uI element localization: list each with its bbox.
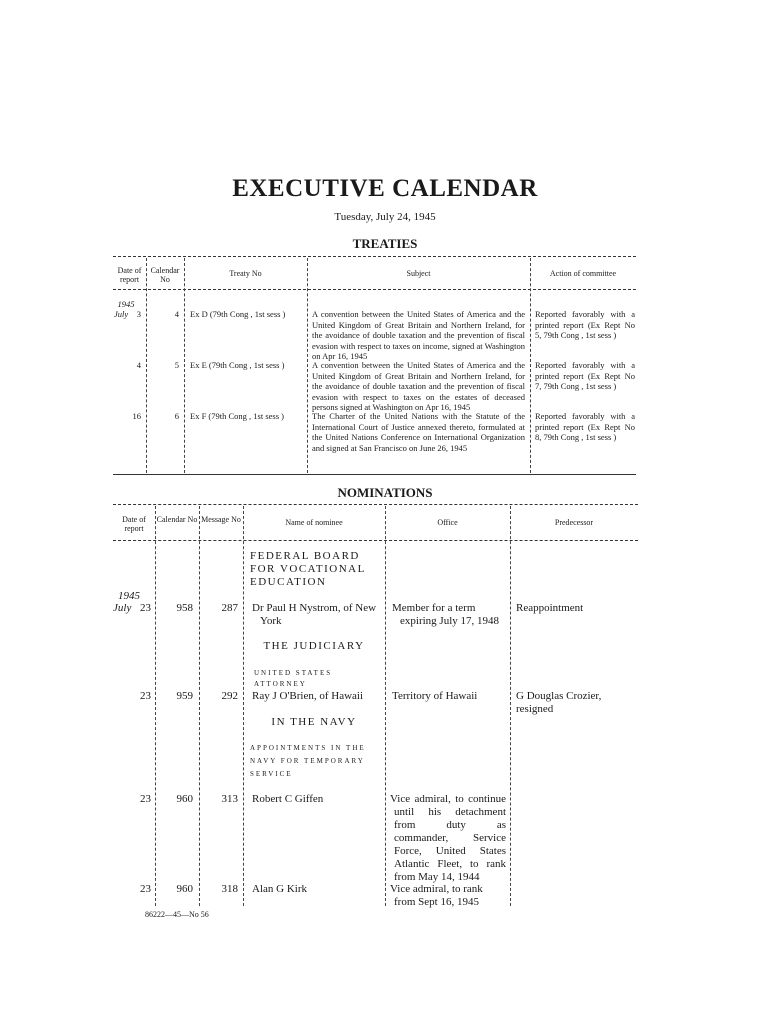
nomination-date-day: 23 xyxy=(140,793,151,805)
treaties-header-rule xyxy=(113,289,636,290)
nominee-office: Member for a term expiring July 17, 1948 xyxy=(392,602,499,627)
nomination-calendar-no: 960 xyxy=(176,883,193,895)
treaty-subject: A convention between the United States of America and the United Kingdom of Great Britain and Northern Ireland, for the avoidance of double taxation and the prevention of fiscal evasion with respect to taxes on the estates of deceased persons signed at Washington on Apr 16, 1945 xyxy=(312,360,525,412)
agency-heading: THE JUDICIARY xyxy=(263,640,365,652)
nominations-heading: NOMINATIONS xyxy=(337,485,433,500)
treaties-header-treaty: Treaty No xyxy=(229,269,262,278)
treaty-date-day: 4 xyxy=(136,360,141,370)
nominations-col-divider xyxy=(199,506,200,906)
treaty-action: Reported favorably with a printed report (Ex Rept No 7, 79th Cong , 1st sess ) xyxy=(535,360,635,391)
nomination-calendar-no: 960 xyxy=(176,793,193,805)
treaties-col-divider xyxy=(530,258,531,473)
treaties-header-calendar: Calendar No xyxy=(150,266,180,284)
treaties-bottom-rule xyxy=(113,474,636,475)
treaties-year: 1945 xyxy=(117,299,135,309)
nominations-col-divider xyxy=(155,506,156,906)
nomination-message-no: 292 xyxy=(221,690,238,702)
nominations-header-message: Message No xyxy=(201,515,241,524)
treaties-col-divider xyxy=(307,258,308,473)
nominations-header-rule xyxy=(113,540,638,541)
treaty-number: Ex E (79th Cong , 1st sess ) xyxy=(190,360,285,370)
nomination-date-day: 23 xyxy=(140,602,151,614)
treaty-calendar-no: 4 xyxy=(174,309,179,319)
nominations-col-divider xyxy=(385,506,386,906)
nominee-name: Ray J O'Brien, of Hawaii xyxy=(252,690,364,702)
nomination-date-day: 23 xyxy=(140,690,151,702)
nomination-date-day: 23 xyxy=(140,883,151,895)
nominee-office: Vice admiral, to continue until his detachment from duty as commander, Service Force, United States Atlantic Fleet, to rank from May 14, 1944 xyxy=(390,793,506,883)
nominations-top-rule xyxy=(113,504,638,505)
treaty-number: Ex D (79th Cong , 1st sess ) xyxy=(190,309,286,319)
treaty-calendar-no: 5 xyxy=(174,360,179,370)
treaties-header-subject: Subject xyxy=(406,269,431,278)
nomination-calendar-no: 958 xyxy=(176,602,193,614)
agency-subheading: APPOINTMENTS IN THE NAVY FOR TEMPORARY SERVICE xyxy=(250,744,366,778)
treaties-top-rule xyxy=(113,256,636,257)
calendar-date: Tuesday, July 24, 1945 xyxy=(334,211,436,223)
treaty-action: Reported favorably with a printed report (Ex Rept No 5, 79th Cong , 1st sess ) xyxy=(535,309,635,340)
nominations-header-calendar: Calendar No xyxy=(156,515,198,524)
nominee-name: Alan G Kirk xyxy=(252,883,307,895)
treaties-header-action: Action of committee xyxy=(549,269,617,278)
treaty-subject: A convention between the United States of America and the United Kingdom of Great Britain and Northern Ireland, for the avoidance of double taxation and the prevention of fiscal evasion with respect to taxes on income, signed at Washington on Apr 16, 1945 xyxy=(312,309,525,361)
treaties-col-divider xyxy=(184,258,185,473)
agency-subheading: UNITED STATES ATTORNEY xyxy=(254,669,333,688)
treaty-number: Ex F (79th Cong , 1st sess ) xyxy=(190,411,284,421)
nominee-name: Dr Paul H Nystrom, of New York xyxy=(252,602,377,627)
nominations-col-divider xyxy=(243,506,244,906)
agency-heading: FEDERAL BOARD FOR VOCATIONAL EDUCATION xyxy=(250,550,366,588)
nominations-header-date: Date of report xyxy=(122,515,146,533)
nominations-header-nominee: Name of nominee xyxy=(285,518,343,527)
treaties-month: July xyxy=(114,309,129,319)
nomination-message-no: 318 xyxy=(221,883,238,895)
treaty-subject: The Charter of the United Nations with the Statute of the International Court of Justice annexed thereto, formulated at the United Nations Conference on International Organization and signed at San Francisco on June 26, 1945 xyxy=(312,411,525,453)
nominations-header-predecessor: Predecessor xyxy=(554,518,594,527)
nomination-message-no: 313 xyxy=(221,793,238,805)
nominee-predecessor: Reappointment xyxy=(516,602,584,614)
treaties-heading: TREATIES xyxy=(352,236,418,251)
nominations-year: 1945 xyxy=(118,590,140,602)
nominee-office: Territory of Hawaii xyxy=(392,690,478,702)
nominations-month: July xyxy=(113,602,132,614)
treaty-date-day: 16 xyxy=(132,411,141,421)
page-title: EXECUTIVE CALENDAR xyxy=(232,175,538,202)
nomination-message-no: 287 xyxy=(221,602,238,614)
treaty-date-day: 3 xyxy=(136,309,141,319)
print-imprint: 86222—45—No 56 xyxy=(145,910,209,919)
treaty-action: Reported favorably with a printed report (Ex Rept No 8, 79th Cong , 1st sess ) xyxy=(535,411,635,442)
nominee-name: Robert C Giffen xyxy=(252,793,324,805)
nominations-col-divider xyxy=(510,506,511,906)
agency-heading: IN THE NAVY xyxy=(271,716,357,728)
nominee-predecessor: G Douglas Crozier, resigned xyxy=(516,690,602,715)
treaty-calendar-no: 6 xyxy=(174,411,179,421)
treaties-header-date: Date of report xyxy=(117,266,142,284)
nomination-calendar-no: 959 xyxy=(176,690,193,702)
nominations-header-office: Office xyxy=(437,518,458,527)
nominee-office: Vice admiral, to rank from Sept 16, 1945 xyxy=(390,883,483,908)
